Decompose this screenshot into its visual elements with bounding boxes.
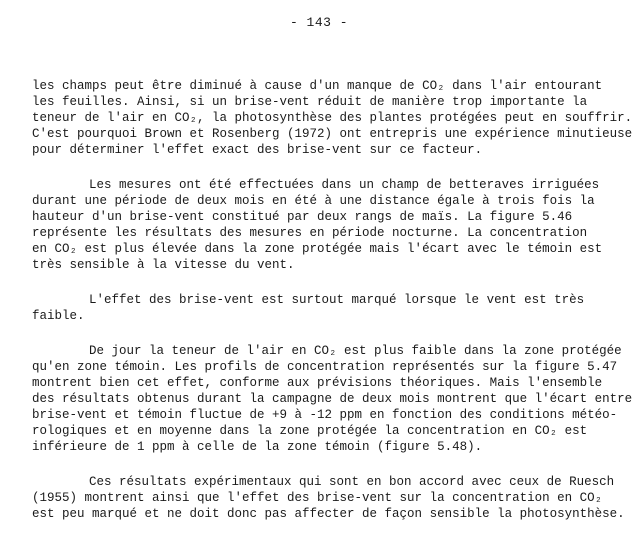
- text-line: représente les résultats des mesures en période nocturne. La concentration: [32, 226, 588, 240]
- text-line: des résultats obtenus durant la campagne de deux mois montrent que l'écart entre: [32, 392, 633, 406]
- text-line: rologiques et en moyenne dans la zone protégée la concentration en CO₂ est: [32, 424, 588, 438]
- text-line: les champs peut être diminué à cause d'un manque de CO₂ dans l'air entourant: [32, 79, 603, 93]
- text-line: faible.: [32, 309, 85, 323]
- text-line: durant une période de deux mois en été à une distance égale à trois fois la: [32, 194, 595, 208]
- body-text: [32, 78, 633, 541]
- text-line: C'est pourquoi Brown et Rosenberg (1972) ont entrepris une expérience minutieuse: [32, 127, 633, 141]
- text-line: brise-vent et témoin fluctue de +9 à -12 ppm en fonction des conditions météo-: [32, 408, 618, 422]
- text-line: Ces résultats expérimentaux qui sont en bon accord avec ceux de Ruesch: [89, 475, 615, 489]
- page-number: - 143 -: [289, 15, 349, 30]
- text-line: teneur de l'air en CO₂, la photosynthèse des plantes protégées peut en souffrir.: [32, 111, 633, 125]
- paragraph: [32, 177, 622, 273]
- text-line: hauteur d'un brise-vent constitué par deux rangs de maïs. La figure 5.46: [32, 210, 573, 224]
- paragraph: [32, 474, 625, 522]
- paragraph: [32, 343, 633, 455]
- text-line: les feuilles. Ainsi, si un brise-vent réduit de manière trop importante la: [32, 95, 588, 109]
- text-line: en CO₂ est plus élevée dans la zone protégée mais l'écart avec le témoin est: [32, 242, 603, 256]
- text-line: montrent bien cet effet, conforme aux prévisions théoriques. Mais l'ensemble: [32, 376, 603, 390]
- text-line: L'effet des brise-vent est surtout marqué lorsque le vent est très: [89, 293, 585, 307]
- text-line: (1955) montrent ainsi que l'effet des brise-vent sur la concentration en CO₂: [32, 491, 603, 505]
- paragraph: [32, 292, 622, 324]
- text-line: pour déterminer l'effet exact des brise-vent sur ce facteur.: [32, 143, 483, 157]
- text-line: est peu marqué et ne doit donc pas affecter de façon sensible la photosynthèse.: [32, 507, 625, 521]
- text-line: Les mesures ont été effectuées dans un champ de betteraves irriguées: [89, 178, 600, 192]
- text-line: inférieure de 1 ppm à celle de la zone témoin (figure 5.48).: [32, 440, 483, 454]
- paragraph: [32, 78, 633, 158]
- text-line: De jour la teneur de l'air en CO₂ est plus faible dans la zone protégée: [89, 344, 622, 358]
- text-line: très sensible à la vitesse du vent.: [32, 258, 295, 272]
- text-line: qu'en zone témoin. Les profils de concentration représentés sur la figure 5.47: [32, 360, 618, 374]
